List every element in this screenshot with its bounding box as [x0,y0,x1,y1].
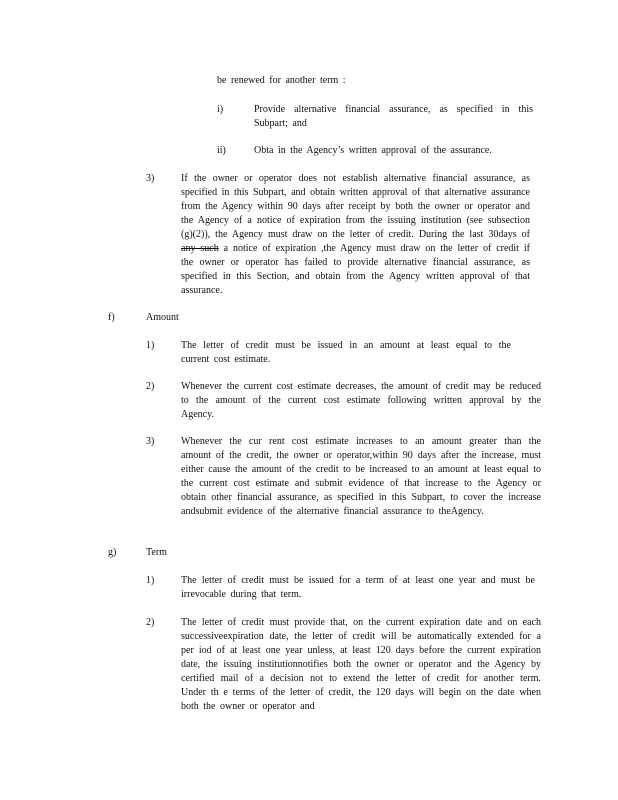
item-paragraph: The letter of credit must be issued in an amount at least equal to the current cost estimate. [181,340,511,365]
item-paragraph [181,172,530,298]
item-number: 1) [146,575,155,586]
sub-item-text: Provide alternative financial assurance, as specified in this Subpart; and [254,104,533,129]
sub-item-text: Obta in the Agency’s written approval of the assurance. [254,145,492,156]
item-paragraph: The letter of credit must provide that, on the current expiration date and on each successiveexpiration date, the letter of credit will be automatically extended for a per iod of at least one year unless, at least 120 days before the current expiration date, the issuing institutionnotifies both the owner or operator and the Agency by certified mail of a decision not to extend the letter of credit for another term. Under th e terms of the letter of credit, the 120 days will begin on the date when both the owner or operator and [181,617,541,712]
item-paragraph: Whenever the current cost estimate decreases, the amount of credit may be reduced to the amount of the current cost estimate following written approval by the Agency. [181,381,541,420]
section-label: g) [108,547,117,558]
item-number: 1) [146,340,155,351]
sub-item-label: i) [217,104,224,115]
sub-item-label: ii) [217,145,226,156]
item-text-part: a notice of expiration ,the Agency must draw on the letter of credit if the owner or operator has failed to provide alternative financial assurance, as specified in this Section, and obtain from the Agency written approval of that assurance. [181,243,530,296]
item-paragraph: The letter of credit must be issued for a term of at least one year and must be irrevocable during that term. [181,575,535,600]
struck-text: any such [181,243,219,254]
item-number: 2) [146,617,155,628]
section-label: f) [108,312,115,323]
section-title: Term [146,547,167,558]
section-title: Amount [146,312,179,323]
item-number: 3) [146,173,155,184]
item-text-part: If the owner or operator does not establish alternative financial assurance, as specified in this Subpart, and obtain written approval of that alternative assurance from the Agency within 90 days after receipt by both the owner or operator and the Agency of a notice of expiration from the issuing institution (see subsection (g)(2)), the Agency must draw on the letter of credit. During the last 30days of [181,173,530,240]
item-number: 3) [146,436,155,447]
item-number: 2) [146,381,155,392]
item-paragraph: Whenever the cur rent cost estimate increases to an amount greater than the amount of the credit, the owner or operator,within 90 days after the increase, must either cause the amount of the credit to be increased to an amount at least equal to the current cost estimate and submit evidence of that increase to the Agency or obtain other financial assurance, as specified in this Subpart, to cover the increase andsubmit evidence of the alternative financial assurance to theAgency. [181,436,541,517]
intro-line: be renewed for another term : [217,75,346,86]
